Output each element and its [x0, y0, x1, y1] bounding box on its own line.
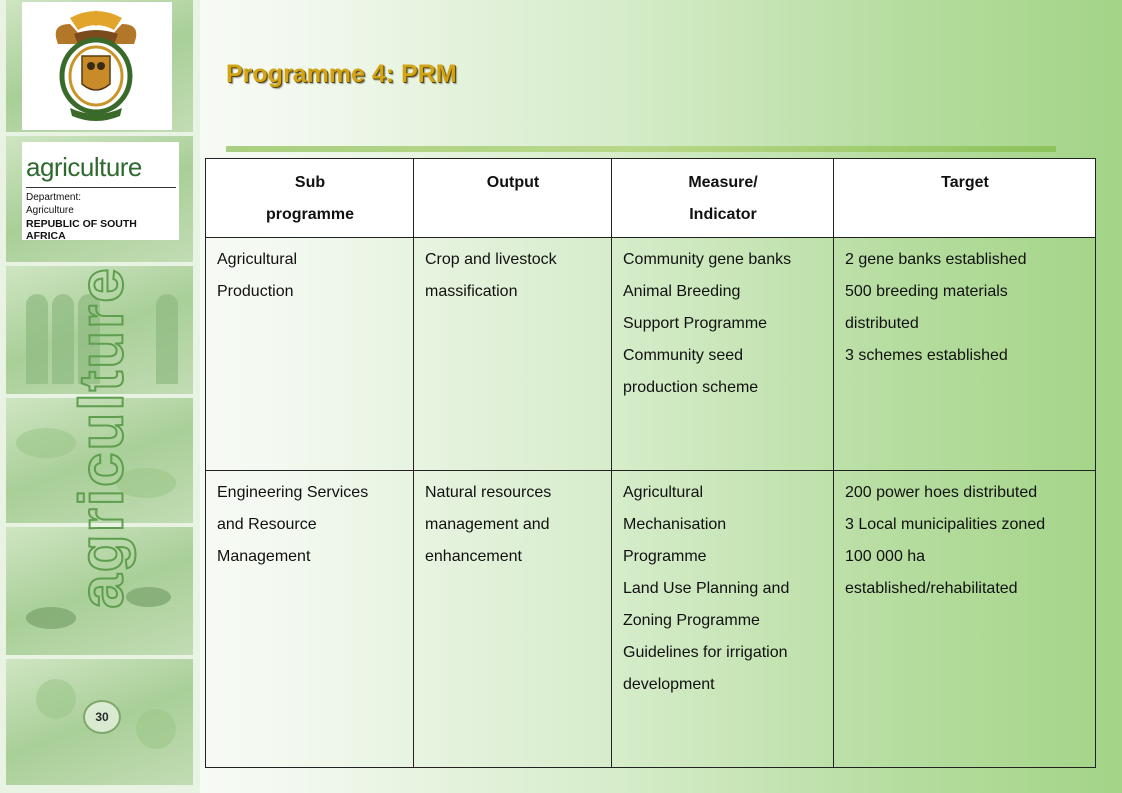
page-number: 30: [83, 700, 121, 734]
cell-line: Management: [217, 548, 311, 565]
cell-line: enhancement: [425, 548, 522, 565]
cell-line: 100 000 ha: [845, 548, 926, 565]
cell-line: development: [623, 676, 715, 693]
logo-wordmark: agriculture: [26, 152, 142, 182]
cell-line: Community seed: [623, 347, 744, 364]
coat-of-arms: [22, 2, 172, 130]
vertical-watermark: [67, 265, 137, 609]
cell-line: production scheme: [623, 379, 759, 396]
cell-line: Land Use Planning and: [623, 580, 790, 597]
cell-line: established/rehabilitated: [845, 580, 1018, 597]
slide-title: Programme 4: PRM: [226, 60, 457, 88]
flower-shape: [136, 709, 176, 749]
header-measure-indicator: [612, 159, 834, 238]
cell-measure: [612, 471, 834, 768]
cell-target: [834, 471, 1096, 768]
table-header-row: [206, 159, 1096, 238]
table-row: [206, 471, 1096, 768]
left-decorative-strip: [0, 0, 200, 793]
header-target: [834, 159, 1096, 238]
vertical-watermark-text: agriculture: [67, 265, 137, 609]
cell-line: 3 schemes established: [845, 347, 1008, 364]
cell-line: Production: [217, 283, 294, 300]
logo-divider: [26, 187, 176, 188]
title-underline: [226, 146, 1056, 152]
department-logo: [22, 142, 179, 240]
cell-output: [414, 238, 612, 471]
cell-line: Measure/: [688, 174, 758, 191]
header-output: [414, 159, 612, 238]
silo-shape: [156, 294, 178, 384]
cell-target: [834, 238, 1096, 471]
cell-line: Zoning Programme: [623, 612, 760, 629]
cell-output: [414, 471, 612, 768]
cell-line: Programme: [623, 548, 707, 565]
cell-sub-programme: [206, 238, 414, 471]
table-row: [206, 238, 1096, 471]
cell-line: programme: [265, 206, 355, 223]
logo-line-agriculture: Agriculture: [26, 205, 74, 216]
cell-line: Natural resources: [425, 484, 552, 501]
cow-shape: [26, 607, 76, 629]
coat-of-arms-icon: [40, 4, 152, 126]
cell-line: 200 power hoes distributed: [845, 484, 1038, 501]
cell-line: Animal Breeding: [623, 283, 741, 300]
header-sub-programme: [206, 159, 414, 238]
cell-line: Guidelines for irrigation: [623, 644, 788, 661]
cell-line: management and: [425, 516, 550, 533]
cell-line: Agricultural: [217, 251, 298, 268]
cell-line: Mechanisation: [623, 516, 727, 533]
cell-line: Output: [486, 174, 540, 191]
flower-shape: [36, 679, 76, 719]
logo-line-country: REPUBLIC OF SOUTH AFRICA: [26, 218, 137, 242]
cell-line: and Resource: [217, 516, 317, 533]
cell-sub-programme: [206, 471, 414, 768]
silo-shape: [26, 294, 48, 384]
cell-line: Community gene banks: [623, 251, 792, 268]
cell-line: massification: [425, 283, 518, 300]
cell-line: Engineering Services: [217, 484, 369, 501]
cell-line: Agricultural: [623, 484, 704, 501]
programme-table: [205, 158, 1096, 768]
cell-line: Target: [941, 174, 989, 191]
cell-line: Sub: [294, 174, 326, 191]
cell-line: Indicator: [689, 206, 757, 223]
cell-line: 2 gene banks established: [845, 251, 1027, 268]
cell-measure: [612, 238, 834, 471]
cell-line: 500 breeding materials: [845, 283, 1008, 300]
cell-line: distributed: [845, 315, 919, 332]
logo-line-department: Department:: [26, 192, 82, 203]
cell-line: 3 Local municipalities zoned: [845, 516, 1046, 533]
cell-line: Crop and livestock: [425, 251, 557, 268]
cell-line: Support Programme: [623, 315, 768, 332]
